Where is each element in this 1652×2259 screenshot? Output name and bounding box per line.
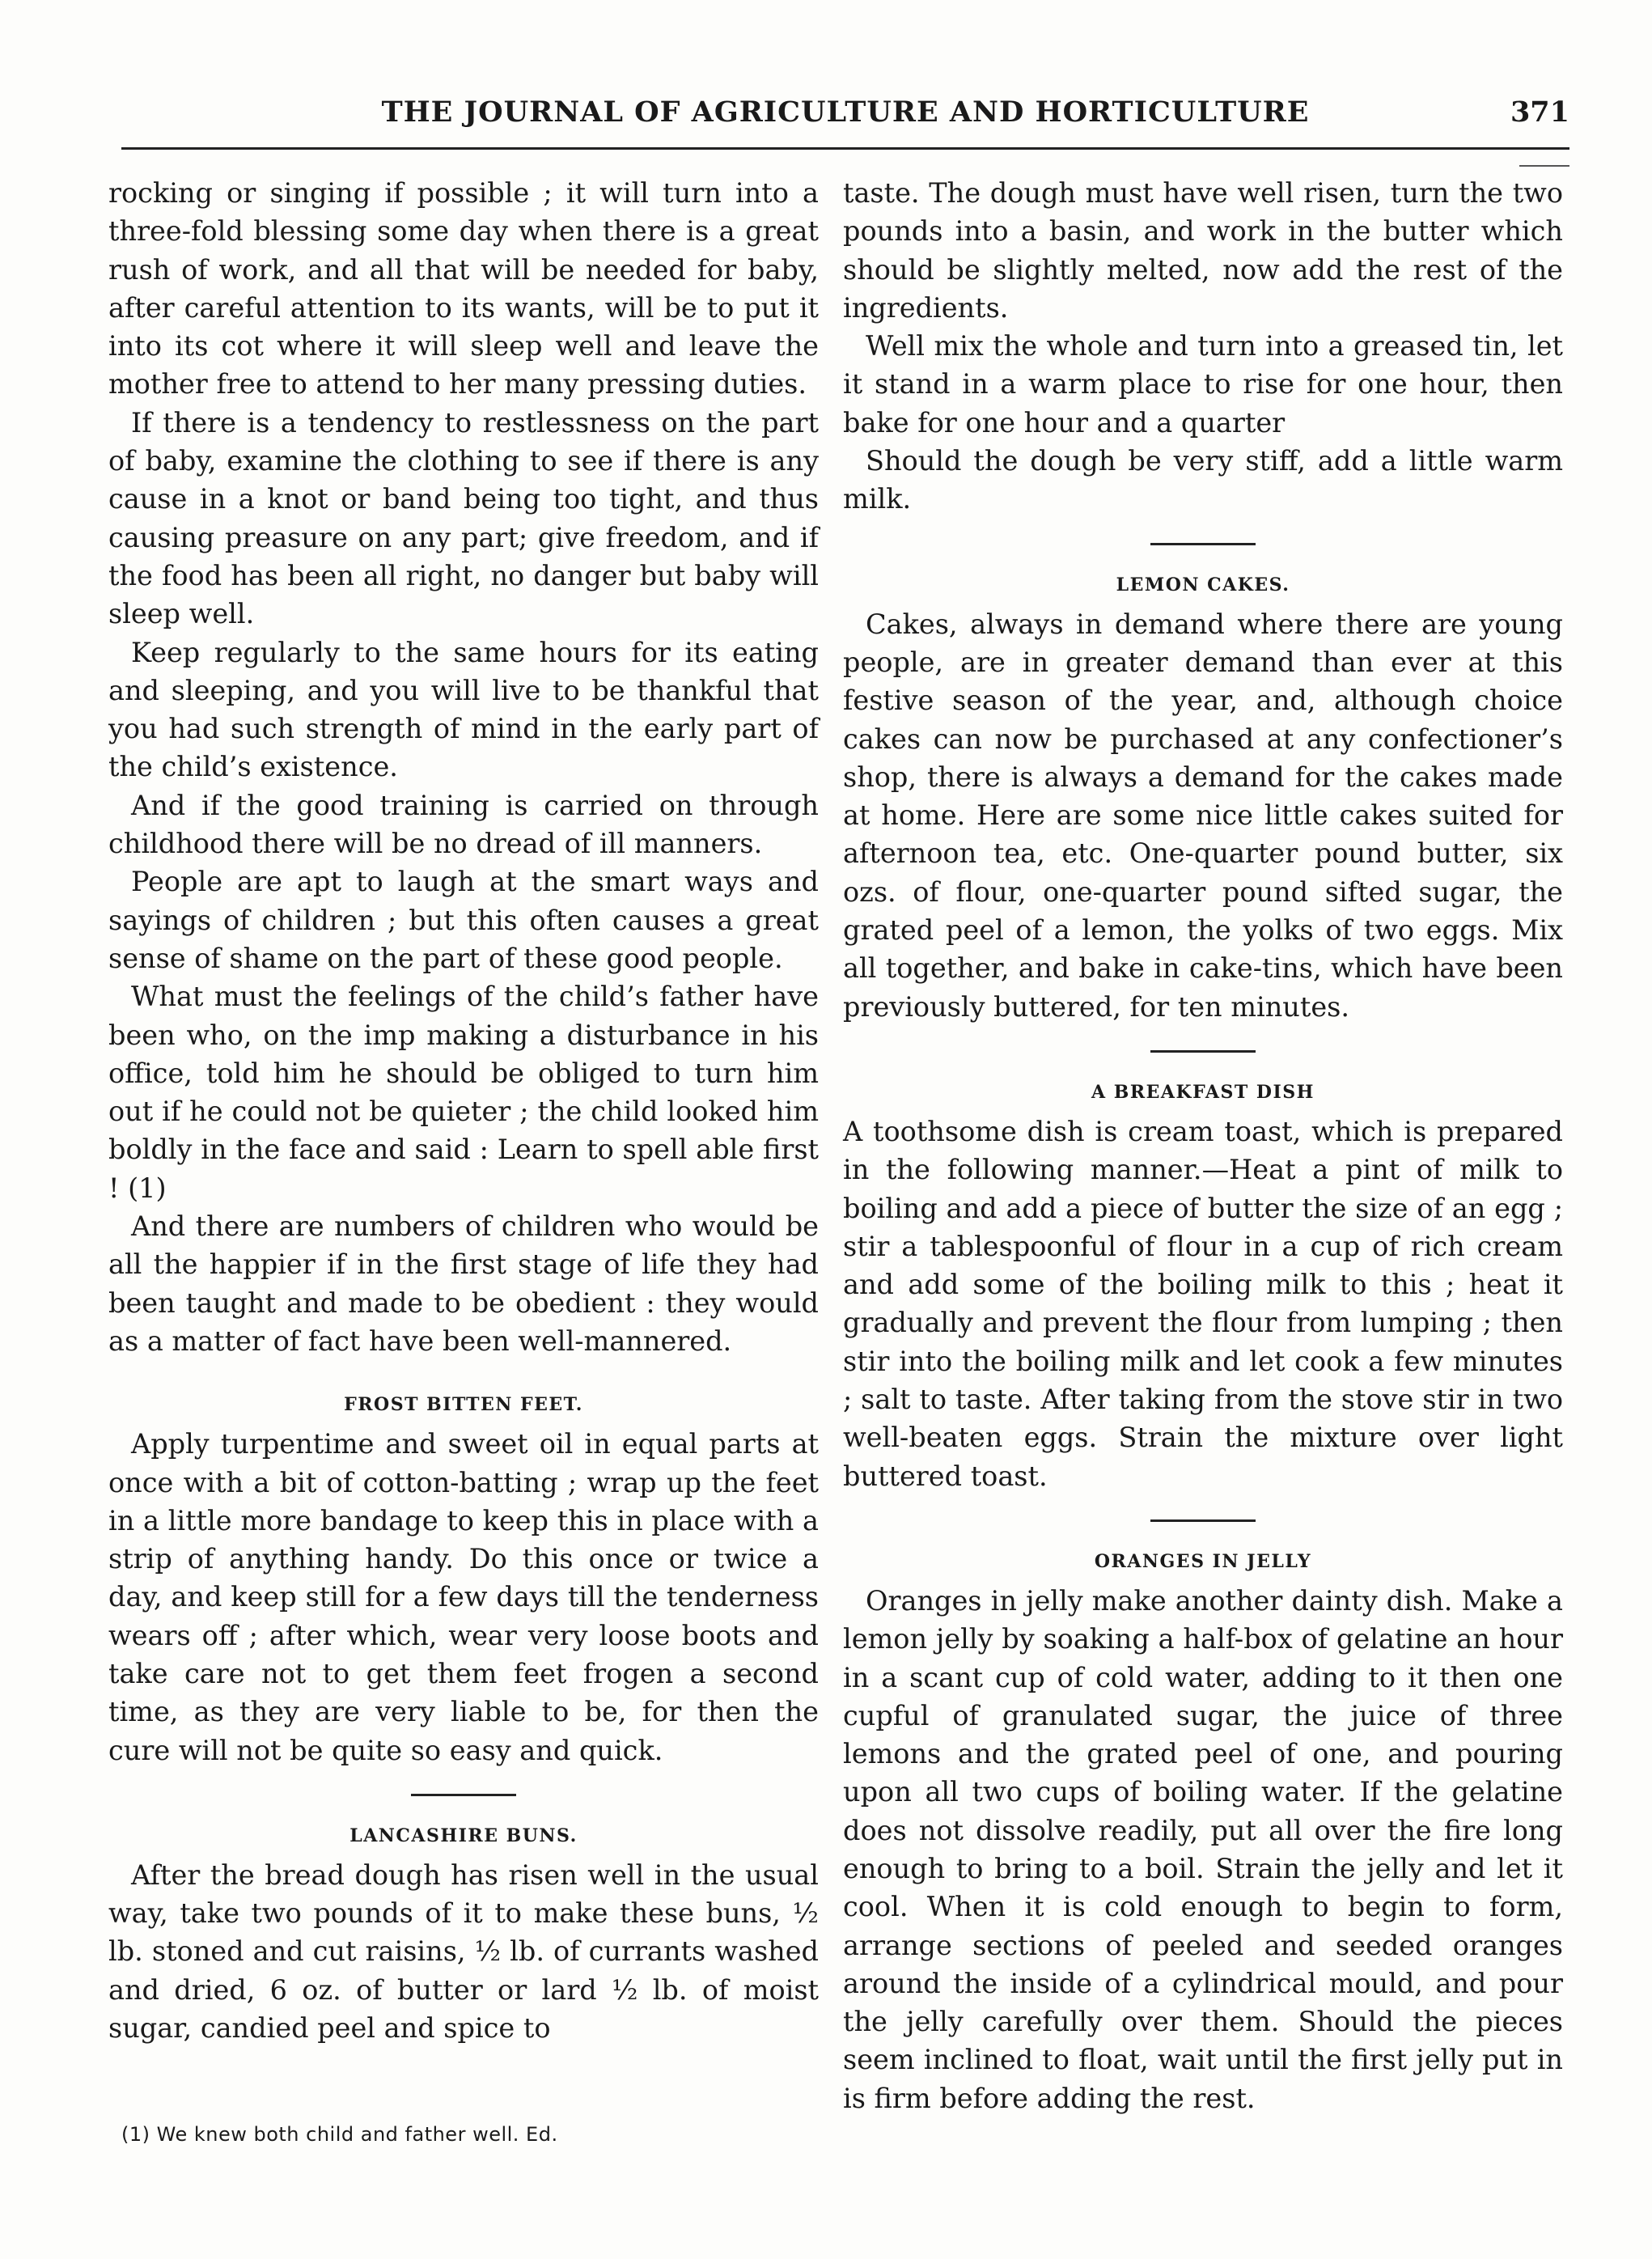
heading-lancashire-buns: LANCASHIRE BUNS. xyxy=(349,1825,578,1846)
paragraph-rocking: rocking or singing if possible ; it will turn into a three-fold blessing some day when there is a great rush of work, and all that will be needed for baby, after careful attention to its wants, will be to put it into its cot where it will sleep well and leave the mother free to attend to her many pressing duties. xyxy=(108,177,819,401)
footnote: (1) We knew both child and father well. Ed. xyxy=(121,2123,558,2146)
paragraph-restlessness: If there is a tendency to restlessness on the part of baby, examine the clothing to see if there is any cause in a knot or band being too tight, and thus causing preasure on any part; give freedom, and if the food has been all right, no danger but baby will sleep well. xyxy=(108,406,819,630)
paragraph-smart-ways: People are apt to laugh at the smart ways and sayings of children ; but this often causes a great sense of shame on the part of these good people. xyxy=(108,866,819,974)
left-column xyxy=(108,174,819,2047)
page-number: 371 xyxy=(1510,95,1569,129)
paragraph-buns-stiff: Should the dough be very stiff, add a little warm milk. xyxy=(843,445,1563,515)
paragraph-buns-continued: taste. The dough must have well risen, turn the two pounds into a basin, and work in the butter which should be slightly melted, now add the rest of the ingredients. xyxy=(843,177,1563,324)
journal-title: THE JOURNAL OF AGRICULTURE AND HORTICULTURE xyxy=(381,95,1310,129)
heading-lemon-cakes: LEMON CAKES. xyxy=(1116,574,1290,595)
heading-breakfast-dish: A BREAKFAST DISH xyxy=(1091,1081,1315,1103)
paragraph-oranges-in-jelly: Oranges in jelly make another dainty dish. Make a lemon jelly by soaking a half-box of gelatine an hour in a scant cup of cold water, adding to it then one cupful of granulated sugar, the juice of three lemons and the grated peel of one, and pouring upon all two cups of boiling water. If the gelatine does not dissolve readily, put all over the fire long enough to bring to a boil. Strain the jelly and let it cool. When it is cold enough to begin to form, arrange sections of peeled and seeded oranges around the inside of a cylindrical mould, and pour the jelly carefully over them. Should the pieces seem inclined to float, wait until the first jelly put in is firm before adding the rest. xyxy=(843,1584,1563,2114)
paragraph-frost-bitten-feet: Apply turpentime and sweet oil in equal parts at once with a bit of cotton-batting ; wrap up the feet in a little more bandage to keep this in place with a strip of anything handy. Do this once or twice a day, and keep still for a few days till the tenderness wears off ; after which, wear very loose boots and take care not to get them feet frogen a second time, as they are very liable to be, for then the cure will not be quite so easy and quick. xyxy=(108,1428,819,1766)
paragraph-regular-hours: Keep regularly to the same hours for its eating and sleeping, and you will live to be thankful that you had such strength of mind in the early part of the child’s existence. xyxy=(108,636,819,783)
page-header xyxy=(121,95,1569,144)
right-column xyxy=(843,174,1563,2117)
paragraph-buns-mix: Well mix the whole and turn into a greased tin, let it stand in a warm place to rise for one hour, then bake for one hour and a quarter xyxy=(843,330,1563,439)
header-rule xyxy=(121,147,1569,150)
heading-frost-bitten-feet: FROST BITTEN FEET. xyxy=(344,1394,583,1416)
paragraph-lemon-cakes: Cakes, always in demand where there are young people, are in greater demand than ever at this festive season of the year, and, although choice cakes can now be purchased at any confectioner’s shop, there is always a demand for the cakes made at home. Here are some nice little cakes suited for afternoon tea, etc. One-quarter pound butter, six ozs. of flour, one-quarter pound sifted sugar, the grated peel of a lemon, the yolks of two eggs. Mix all together, and bake in cake-tins, which have been previously buttered, for ten minutes. xyxy=(843,608,1563,1023)
header-rule-mark xyxy=(1519,165,1569,167)
paragraph-good-training: And if the good training is carried on through childhood there will be no dread of ill manners. xyxy=(108,789,819,860)
heading-oranges-in-jelly: ORANGES IN JELLY xyxy=(1094,1550,1312,1572)
paragraph-breakfast-dish: A toothsome dish is cream toast, which is prepared in the following manner.—Heat a pint of milk to boiling and add a piece of butter the size of an egg ; stir a tablespoonful of flour in a cup of rich cream and add some of the boiling milk to this ; heat it gradually and prevent the flour from lumping ; then stir into the boiling milk and let cook a few minutes ; salt to taste. After taking from the stove stir in two well-beaten eggs. Strain the mixture over light buttered toast. xyxy=(843,1115,1563,1492)
paragraph-lancashire-buns: After the bread dough has risen well in the usual way, take two pounds of it to make these buns, ½ lb. stoned and cut raisins, ½ lb. of currants washed and dried, 6 oz. of butter or lard ½ lb. of moist sugar, candied peel and spice to xyxy=(108,1858,819,2045)
paragraph-childs-father: What must the feelings of the child’s father have been who, on the imp making a disturbance in his office, told him he should be obliged to turn him out if he could not be quieter ; the child looked him boldly in the face and said : Learn to spell able first ! (1) xyxy=(108,981,819,1204)
paragraph-obedient: And there are numbers of children who would be all the happier if in the first stage of life they had been taught and made to be obedient : they would as a matter of fact have been well-mannered. xyxy=(108,1210,819,1357)
